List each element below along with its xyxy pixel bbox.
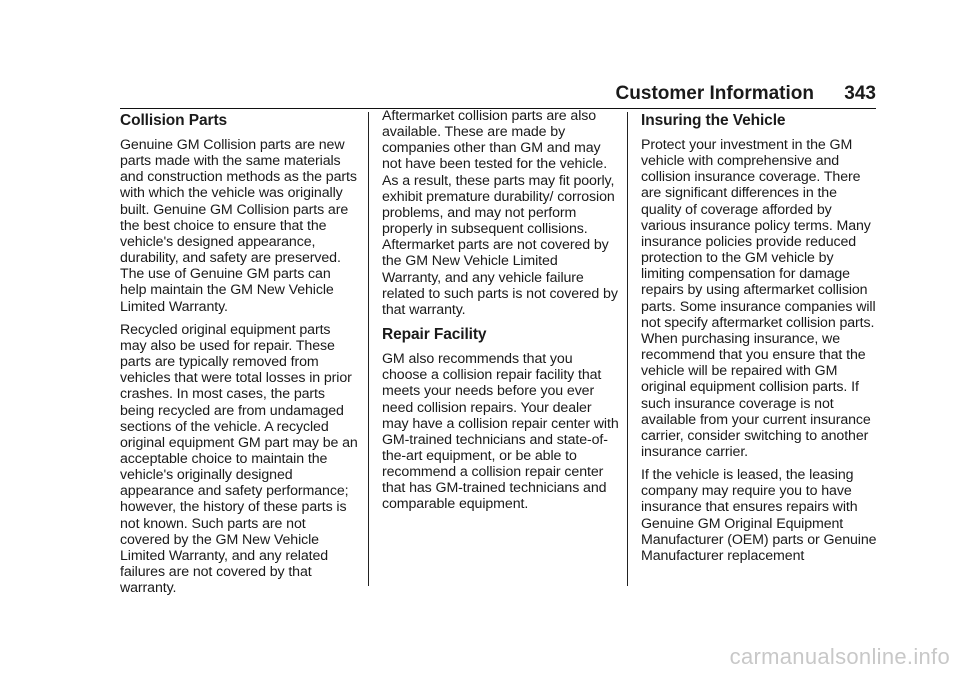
column-middle [382, 108, 620, 520]
section-title: Customer Information [615, 83, 814, 104]
page-header [120, 80, 876, 110]
heading-insuring-vehicle: Insuring the Vehicle [641, 112, 786, 129]
paragraph-repair-facility: GM also recommends that you choose a collision repair facility that meets your needs before you ever need collision repairs. Your dealer may have a collision repair center with GM-trained technicians and state-of-the-art equipment, or be able to recommend a collision repair center that has GM-trained technicians and comparable equipment. [382, 351, 619, 513]
paragraph-aftermarket-parts: Aftermarket collision parts are also available. These are made by companies other than GM and may not have been tested for the vehicle. As a result, these parts may fit poorly, exhibit premature durability/ corrosion problems, and may not perform properly in subsequent collisions. Aftermarket parts are not covered by the GM New Vehicle Limited Warranty, and any vehicle failure related to such parts is not covered by that warranty. [382, 108, 618, 318]
column-right [641, 108, 879, 571]
watermark: carmanualsonline.info [729, 644, 950, 669]
heading-collision-parts: Collision Parts [120, 112, 228, 129]
paragraph-insurance-coverage: Protect your investment in the GM vehicle with comprehensive and collision insurance coverage. There are significant differences in the quality of coverage afforded by various insurance policy terms. Many insurance policies provide reduced protection to the GM vehicle by limiting compensation for damage repairs by using aftermarket collision parts. Some insurance companies will not specify aftermarket collision parts. When purchasing insurance, we recommend that you ensure that the vehicle will be repaired with GM original equipment collision parts. If such insurance coverage is not available from your current insurance carrier, consider switching to another insurance carrier. [641, 137, 876, 460]
column-left [120, 108, 358, 603]
paragraph-genuine-parts: Genuine GM Collision parts are new parts made with the same materials and construction methods as the parts with which the vehicle was originally built. Genuine GM Collision parts are the best choice to ensure that the vehicle's designed appearance, durability, and safety are preserved. The use of Genuine GM parts can help maintain the GM New Vehicle Limited Warranty. [120, 137, 357, 315]
column-divider [368, 112, 369, 586]
column-divider [627, 112, 628, 586]
paragraph-recycled-parts: Recycled original equipment parts may also be used for repair. These parts are typically removed from vehicles that were total losses in prior crashes. In most cases, the parts being recycled are from undamaged sections of the vehicle. A recycled original equipment GM part may be an acceptable choice to maintain the vehicle's originally designed appearance and safety performance; however, the history of these parts is not known. Such parts are not covered by the GM New Vehicle Limited Warranty, and any related failures are not covered by that warranty. [120, 321, 358, 597]
page-number: 343 [844, 83, 876, 104]
heading-repair-facility: Repair Facility [382, 326, 487, 344]
paragraph-leased-vehicle: If the vehicle is leased, the leasing company may require you to have insurance that ensures repairs with Genuine GM Original Equipment Manufacturer (OEM) parts or Genuine Manufacturer replacement [641, 467, 877, 564]
